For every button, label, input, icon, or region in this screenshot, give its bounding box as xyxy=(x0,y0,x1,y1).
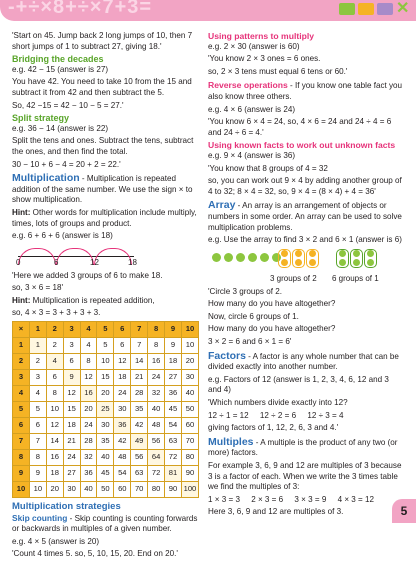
green-tile-icon xyxy=(339,3,355,15)
table-cell: 6 xyxy=(29,418,46,434)
table-cell: 27 xyxy=(165,370,182,386)
multiply-icon: ✕ xyxy=(396,0,410,17)
bridging-example: e.g. 42 − 15 (answer is 27) xyxy=(12,64,109,74)
table-cell: 48 xyxy=(148,418,165,434)
reverse-heading: Reverse operations xyxy=(208,80,288,91)
table-row xyxy=(13,466,199,482)
known-facts-quote: 'You know that 8 groups of 4 = 32 xyxy=(208,163,328,173)
factors-sum: 12 ÷ 1 = 12 12 ÷ 2 = 6 12 ÷ 3 = 4 xyxy=(208,410,344,420)
groups-quote: 'Here we added 3 groups of 6 to make 18. xyxy=(12,270,163,280)
table-cell: 5 xyxy=(97,322,114,338)
table-row xyxy=(13,418,199,434)
table-cell: 40 xyxy=(80,482,97,498)
array-label: 3 groups of 2 xyxy=(270,273,317,283)
multiples-heading: Multiples xyxy=(208,435,254,448)
table-cell: 12 xyxy=(80,370,97,386)
reverse-paragraph xyxy=(208,80,403,102)
multiplication-table xyxy=(12,321,199,498)
table-cell: 90 xyxy=(165,482,182,498)
table-cell: 35 xyxy=(97,434,114,450)
table-cell: 3 xyxy=(29,370,46,386)
table-cell: 70 xyxy=(131,482,148,498)
bridging-sum: So, 42 −15 = 42 − 10 − 5 = 27.' xyxy=(12,100,124,110)
table-cell: 20 xyxy=(46,482,63,498)
table-row xyxy=(13,386,199,402)
table-cell: 42 xyxy=(131,418,148,434)
table-cell: 63 xyxy=(131,466,148,482)
purple-tile-icon xyxy=(377,3,393,15)
table-cell: 60 xyxy=(114,482,131,498)
decorative-math-symbols: -+÷×8+÷×7+3= xyxy=(8,0,153,18)
table-row xyxy=(13,370,199,386)
decorative-icons xyxy=(339,2,410,16)
factors-paragraph xyxy=(208,351,403,373)
skip-quote: 'Count 4 times 5. so, 5, 10, 15, 20. End on 20.' xyxy=(12,549,178,559)
table-cell: × xyxy=(13,322,30,338)
table-cell: 9 xyxy=(63,370,80,386)
table-cell: 63 xyxy=(165,434,182,450)
jump-arc xyxy=(18,248,56,265)
number-line-label: 18 xyxy=(128,257,137,267)
table-cell: 1 xyxy=(13,338,30,354)
table-cell: 60 xyxy=(181,418,198,434)
dot-row xyxy=(212,253,281,262)
multiplication-text: - Multiplication is repeated addition of the same number. We use the sign × to show multiplication. xyxy=(12,174,193,205)
multiples-paragraph xyxy=(208,437,403,459)
table-cell: 50 xyxy=(97,482,114,498)
table-cell: 14 xyxy=(46,434,63,450)
table-cell: 56 xyxy=(131,450,148,466)
patterns-example: e.g. 2 × 30 (answer is 60) xyxy=(208,41,300,51)
number-line-label: 0 xyxy=(16,257,21,267)
table-cell: 18 xyxy=(63,418,80,434)
table-cell: 16 xyxy=(80,386,97,402)
table-cell: 15 xyxy=(97,370,114,386)
table-cell: 10 xyxy=(181,338,198,354)
table-cell: 36 xyxy=(114,418,131,434)
table-cell: 32 xyxy=(80,450,97,466)
table-cell: 4 xyxy=(29,386,46,402)
multiples-end: Here 3, 6, 9 and 12 are multiples of 3. xyxy=(208,507,344,517)
hint-2-label: Hint: xyxy=(12,295,31,305)
table-cell: 28 xyxy=(80,434,97,450)
table-cell: 4 xyxy=(13,386,30,402)
multiples-text: - A multiple is the product of any two (or more) factors. xyxy=(208,437,398,458)
known-facts-text: so, you can work out 9 × 4 by adding another group of 4 to 32; 8 × 4 = 32, so, 9 × 4 = (8 × 4) + 4 = 36' xyxy=(208,176,402,196)
table-cell: 18 xyxy=(165,354,182,370)
table-cell: 10 xyxy=(13,482,30,498)
reverse-example: e.g. 4 × 6 (answer is 24) xyxy=(208,104,296,114)
bridging-text: You have 42. You need to take 10 from the 15 and subtract it from 42 and then subtract the 5. xyxy=(12,77,192,97)
table-cell: 21 xyxy=(131,370,148,386)
table-cell: 20 xyxy=(97,386,114,402)
table-cell: 81 xyxy=(165,466,182,482)
known-facts-heading: Using known facts to work out unknown facts xyxy=(208,140,396,151)
split-example: e.g. 36 − 14 (answer is 22) xyxy=(12,123,109,133)
table-cell: 49 xyxy=(131,434,148,450)
table-cell: 30 xyxy=(97,418,114,434)
table-cell: 9 xyxy=(29,466,46,482)
table-cell: 10 xyxy=(181,322,198,338)
array-dot xyxy=(212,253,221,262)
array-sum: 3 × 2 = 6 and 6 × 1 = 6' xyxy=(208,337,292,347)
table-cell: 42 xyxy=(114,434,131,450)
table-cell: 20 xyxy=(181,354,198,370)
multiples-sums: 1 × 3 = 3 2 × 3 = 6 3 × 3 = 9 4 × 3 = 12 xyxy=(208,494,375,504)
table-cell: 32 xyxy=(148,386,165,402)
array-group xyxy=(364,249,377,268)
table-cell: 40 xyxy=(148,402,165,418)
table-cell: 1 xyxy=(29,322,46,338)
factors-list: giving factors of 1, 12, 2, 6, 3 and 4.' xyxy=(208,423,339,433)
table-cell: 8 xyxy=(13,450,30,466)
array-group xyxy=(336,249,349,268)
table-cell: 50 xyxy=(181,402,198,418)
groups-sum: so, 3 × 6 = 18' xyxy=(12,283,64,293)
table-cell: 2 xyxy=(13,354,30,370)
split-heading: Split strategy xyxy=(12,113,70,124)
array-dot xyxy=(236,253,245,262)
table-cell: 72 xyxy=(148,466,165,482)
reverse-text: - If you know one table fact you also know three others. xyxy=(208,81,403,101)
table-cell: 15 xyxy=(63,402,80,418)
table-row xyxy=(13,338,199,354)
table-cell: 27 xyxy=(63,466,80,482)
orange-tile-icon xyxy=(358,3,374,15)
table-cell: 18 xyxy=(46,466,63,482)
skip-counting-label: Skip counting xyxy=(12,512,68,523)
jump-arc xyxy=(94,248,132,265)
array-dot xyxy=(224,253,233,262)
table-cell: 24 xyxy=(63,450,80,466)
table-cell: 7 xyxy=(131,322,148,338)
table-cell: 30 xyxy=(114,402,131,418)
table-row xyxy=(13,322,199,338)
table-cell: 6 xyxy=(114,338,131,354)
bridging-heading: Bridging the decades xyxy=(12,54,104,65)
table-cell: 16 xyxy=(46,450,63,466)
table-cell: 12 xyxy=(63,386,80,402)
skip-counting-text: - Skip counting is counting forwards or backwards in multiples of a given number. xyxy=(12,513,198,534)
array-illustration xyxy=(208,249,403,287)
table-cell: 4 xyxy=(80,338,97,354)
table-cell: 54 xyxy=(165,418,182,434)
table-cell: 36 xyxy=(80,466,97,482)
known-facts-example: e.g. 9 × 4 (answer is 36) xyxy=(208,150,296,160)
table-cell: 80 xyxy=(148,482,165,498)
patterns-heading: Using patterns to multiply xyxy=(208,31,314,41)
array-dot xyxy=(248,253,257,262)
circle-quote: 'Circle 3 groups of 2. xyxy=(208,286,282,296)
hint-2 xyxy=(12,296,199,307)
hint-1 xyxy=(12,208,199,229)
intro-text: 'Start on 45. Jump back 2 long jumps of 10, then 7 short jumps of 1 to subtract 27, giving 18.' xyxy=(12,31,193,51)
reverse-quote: 'You know 6 × 4 = 24, so, 4 × 6 = 24 and 24 ÷ 4 = 6 and 24 ÷ 6 = 4.' xyxy=(208,117,392,137)
table-cell: 8 xyxy=(148,338,165,354)
table-cell: 9 xyxy=(165,322,182,338)
now-circle: Now, circle 6 groups of 1. xyxy=(208,311,299,321)
skip-counting xyxy=(12,513,199,535)
hint-2-sum: so, 4 × 3 = 3 + 3 + 3 + 3. xyxy=(12,308,101,318)
strategies-heading: Multiplication strategies xyxy=(12,501,121,513)
jump-arc xyxy=(56,248,94,265)
array-group xyxy=(278,249,291,268)
array-group xyxy=(306,249,319,268)
table-cell: 5 xyxy=(29,402,46,418)
table-cell: 35 xyxy=(131,402,148,418)
table-cell: 10 xyxy=(97,354,114,370)
table-cell: 40 xyxy=(181,386,198,402)
factors-heading: Factors xyxy=(208,349,246,362)
table-cell: 7 xyxy=(13,434,30,450)
table-row xyxy=(13,402,199,418)
table-cell: 12 xyxy=(114,354,131,370)
array-label: 6 groups of 1 xyxy=(332,273,379,283)
table-cell: 80 xyxy=(181,450,198,466)
header-band xyxy=(0,0,416,21)
table-cell: 70 xyxy=(181,434,198,450)
table-cell: 28 xyxy=(131,386,148,402)
table-cell: 25 xyxy=(97,402,114,418)
table-cell: 14 xyxy=(131,354,148,370)
table-cell: 10 xyxy=(29,482,46,498)
factors-quote: 'Which numbers divide exactly into 12? xyxy=(208,398,348,408)
factors-text: - A factor is any whole number that can be divided exactly into another number. xyxy=(208,351,399,372)
split-text: Split the tens and ones. Subtract the tens, subtract the ones, and then find the total. xyxy=(12,136,194,156)
table-cell: 12 xyxy=(46,418,63,434)
table-cell: 18 xyxy=(114,370,131,386)
array-group xyxy=(350,249,363,268)
page-number: 5 xyxy=(392,499,416,523)
array-text: - An array is an arrangement of objects or numbers in some order. An array can be used to solve multiplication problems. xyxy=(208,201,402,232)
table-cell: 6 xyxy=(114,322,131,338)
array-paragraph xyxy=(208,200,403,233)
table-row xyxy=(13,450,199,466)
number-line-label: 12 xyxy=(90,257,99,267)
table-row xyxy=(13,482,199,498)
table-row xyxy=(13,354,199,370)
table-cell: 8 xyxy=(80,354,97,370)
table-cell: 21 xyxy=(63,434,80,450)
skip-example: e.g. 4 × 5 (answer is 20) xyxy=(12,536,100,546)
table-cell: 72 xyxy=(165,450,182,466)
table-cell: 5 xyxy=(97,338,114,354)
table-cell: 7 xyxy=(29,434,46,450)
table-cell: 3 xyxy=(13,370,30,386)
table-cell: 64 xyxy=(148,450,165,466)
patterns-sum: so, 2 × 3 tens must equal 6 tens or 60.' xyxy=(208,66,348,76)
table-cell: 2 xyxy=(46,322,63,338)
table-cell: 90 xyxy=(181,466,198,482)
table-cell: 2 xyxy=(46,338,63,354)
table-cell: 45 xyxy=(165,402,182,418)
table-cell: 24 xyxy=(80,418,97,434)
table-cell: 6 xyxy=(63,354,80,370)
array-heading: Array xyxy=(208,199,236,212)
table-cell: 1 xyxy=(29,338,46,354)
patterns-quote: 'You know 2 × 3 ones = 6 ones. xyxy=(208,54,321,64)
table-cell: 54 xyxy=(114,466,131,482)
number-line xyxy=(12,244,142,270)
table-cell: 48 xyxy=(114,450,131,466)
factors-example: e.g. Factors of 12 (answer is 1, 2, 3, 4, 6, 12 and 3 and 4) xyxy=(208,374,389,395)
table-cell: 7 xyxy=(131,338,148,354)
table-cell: 3 xyxy=(63,338,80,354)
table-cell: 8 xyxy=(46,386,63,402)
table-row xyxy=(13,434,199,450)
hint-1-text: Other words for multiplication include multiply, times, lots of groups and product. xyxy=(12,207,197,228)
table-cell: 6 xyxy=(46,370,63,386)
multiplication-heading: Multiplication xyxy=(12,172,80,185)
split-sum: 30 − 10 + 6 − 4 = 20 + 2 = 22.' xyxy=(12,159,121,169)
multiplication-paragraph xyxy=(12,173,199,206)
multiplication-example: e.g. 6 + 6 + 6 (answer is 18) xyxy=(12,231,113,241)
number-line-label: 6 xyxy=(54,257,59,267)
table-cell: 36 xyxy=(165,386,182,402)
table-cell: 10 xyxy=(46,402,63,418)
array-group xyxy=(292,249,305,268)
table-cell: 30 xyxy=(63,482,80,498)
table-cell: 100 xyxy=(181,482,198,498)
table-cell: 24 xyxy=(114,386,131,402)
table-cell: 5 xyxy=(13,402,30,418)
table-cell: 6 xyxy=(13,418,30,434)
array-dot xyxy=(260,253,269,262)
question-2: How many do you have altogether? xyxy=(208,324,336,334)
table-cell: 3 xyxy=(63,322,80,338)
left-column xyxy=(12,31,199,562)
hint-1-label: Hint: xyxy=(12,207,31,217)
table-cell: 40 xyxy=(97,450,114,466)
table-cell: 2 xyxy=(29,354,46,370)
table-cell: 4 xyxy=(46,354,63,370)
multiples-example: For example 3, 6, 9 and 12 are multiples of 3 because 3 is a factor of each. When we write the 3 times table we find the multiples of 3: xyxy=(208,461,402,492)
question-1: How many do you have altogether? xyxy=(208,299,336,309)
table-cell: 24 xyxy=(148,370,165,386)
table-cell: 9 xyxy=(13,466,30,482)
table-cell: 8 xyxy=(29,450,46,466)
table-cell: 20 xyxy=(80,402,97,418)
table-cell: 30 xyxy=(181,370,198,386)
table-cell: 45 xyxy=(97,466,114,482)
table-cell: 56 xyxy=(148,434,165,450)
table-cell: 4 xyxy=(80,322,97,338)
hint-2-text: Multiplication is repeated addition, xyxy=(30,295,155,305)
table-cell: 16 xyxy=(148,354,165,370)
array-example: e.g. Use the array to find 3 × 2 and 6 × 1 (answer is 6) xyxy=(208,235,402,245)
table-cell: 9 xyxy=(165,338,182,354)
table-cell: 8 xyxy=(148,322,165,338)
right-column xyxy=(208,31,403,520)
